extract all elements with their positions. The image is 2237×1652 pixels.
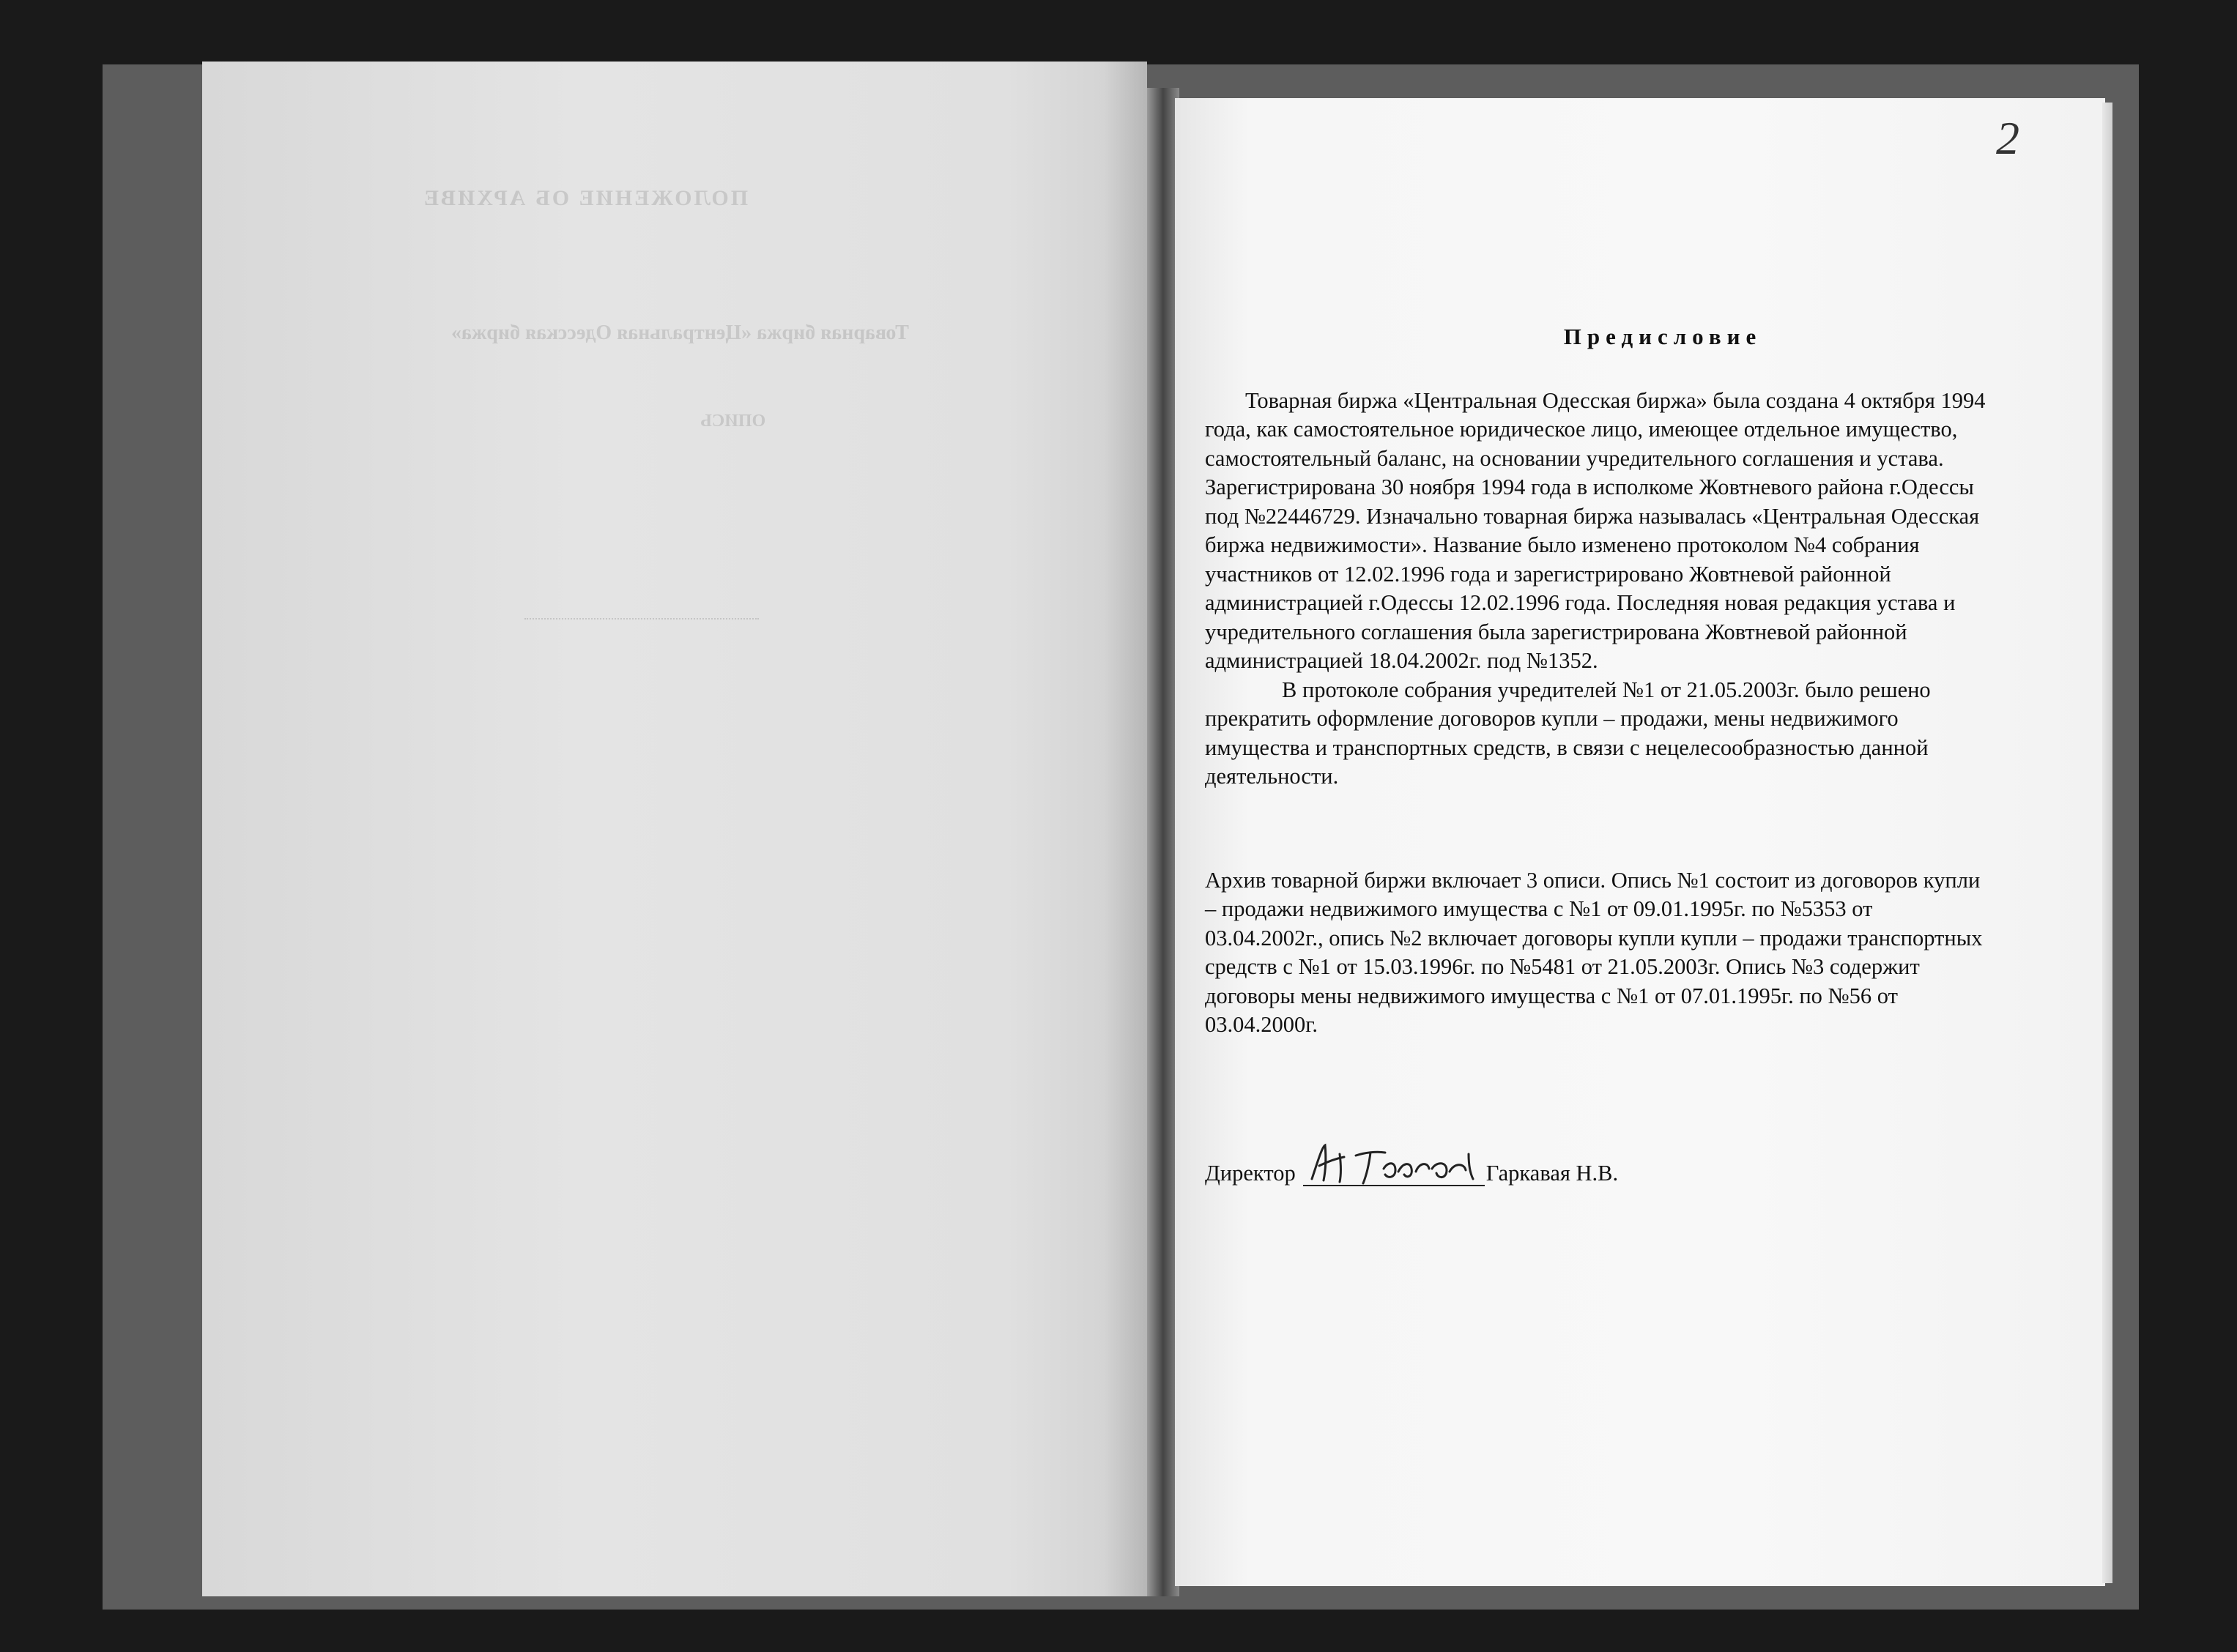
document-title: Предисловие [1563, 324, 1762, 349]
signature-label: Директор [1205, 1161, 1296, 1186]
signature-block [1205, 1156, 1618, 1186]
handwritten-signature [1303, 1156, 1485, 1186]
signature-scribble-icon [1303, 1139, 1494, 1186]
page-edge [2102, 103, 2112, 1583]
handwritten-page-number: 2 [1996, 112, 2019, 164]
paragraph-decision: В протоколе собрания учредителей №1 от 21.05.2003г. было решено прекратить оформление договоров купли – продажи, мены недвижимого имущества и транспортных средств, в связи с нецелесообразностью данной деятельности. [1205, 677, 1931, 789]
document-body [1205, 322, 1996, 1040]
ghost-text-line3: ОПИСЬ [700, 412, 766, 431]
paragraph-archive: Архив товарной биржи включает 3 описи. Опись №1 состоит из договоров купли – продажи недвижимого имущества с №1 от 09.01.1995г. по №5353 от 03.04.2002г., опись №2 включает договоры купли купли – продажи транспортных средств с №1 от 15.03.1996г. по №5481 от 21.05.2003г. Опись №3 содержит договоры мены недвижимого имущества с №1 от 07.01.1995г. по №56 от 03.04.2000г. [1205, 867, 1983, 1037]
signature-name: Гаркавая Н.В. [1485, 1161, 1619, 1186]
left-page [202, 62, 1147, 1596]
ghost-rule [524, 618, 759, 620]
ghost-text-line1: ПОЛОЖЕНИЕ ОБ АРХИВЕ [422, 186, 749, 210]
ghost-text-line2: Товарная биржа «Центральная Одесская биржа» [451, 321, 909, 344]
paragraph-history: Товарная биржа «Центральная Одесская биржа» была создана 4 октября 1994 года, как самостоятельное юридическое лицо, имеющее отдельное имущество, самостоятельный баланс, на основании учредительного соглашения и устава. Зарегистрирована 30 ноября 1994 года в исполкоме Жовтневого района г.Одессы под №22446729. Изначально товарная биржа называлась «Центральная Одесская биржа недвижимости». Название было изменено протоколом №4 собрания участников от 12.02.1996 года и зарегистрировано Жовтневой районной администрацией г.Одессы 12.02.1996 года. Последняя новая редакция устава и учредительного соглашения была зарегистрирована Жовтневой районной администрацией 18.04.2002г. под №1352. [1205, 387, 1986, 673]
